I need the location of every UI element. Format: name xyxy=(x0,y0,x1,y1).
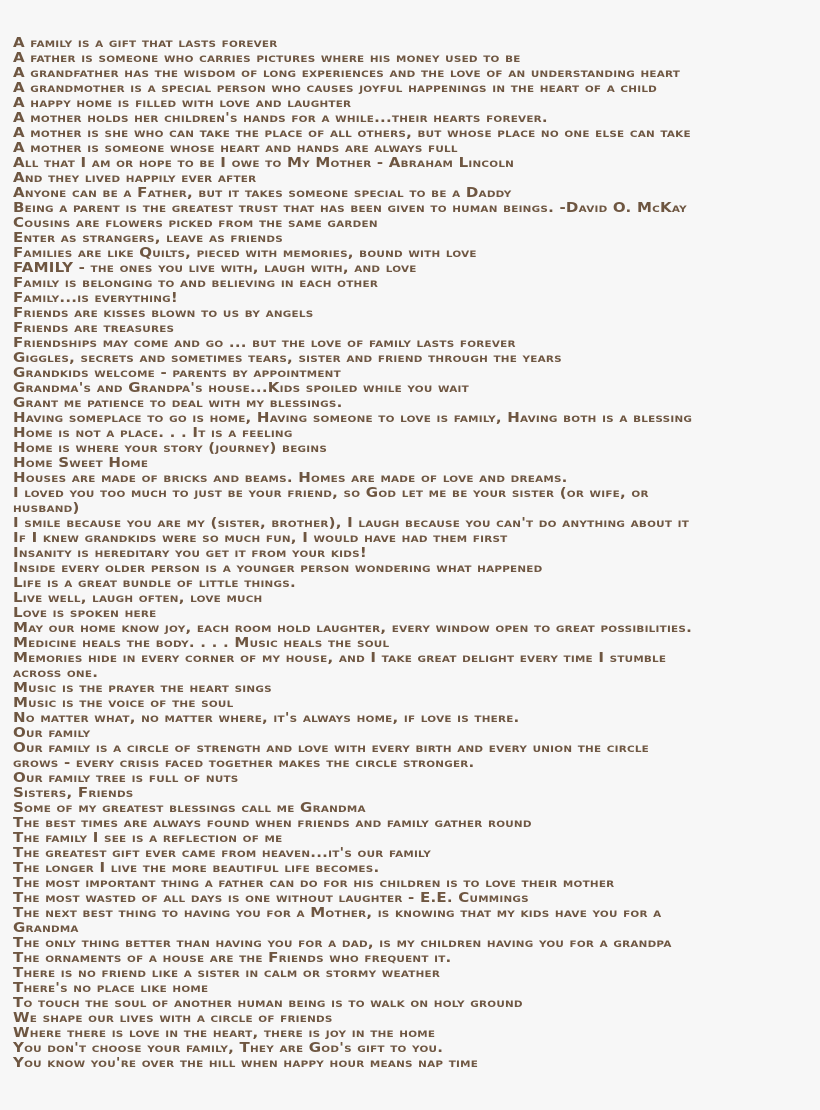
quote-line: The most important thing a father can do for his children is to love their mother xyxy=(13,876,615,891)
quote-line: Love is spoken here xyxy=(13,606,157,621)
quote-line: If I knew grandkids were so much fun, I would have had them first xyxy=(13,531,508,546)
quote-line: A mother is someone whose heart and hands are always full xyxy=(13,141,458,156)
quote-line: We shape our lives with a circle of friends xyxy=(13,1011,333,1026)
quote-line: Memories hide in every corner of my house, and I take great delight every time I stumble xyxy=(13,651,667,666)
quote-line: Grandma's and Grandpa's house...Kids spoiled while you wait xyxy=(13,381,469,396)
quote-line: Friends are kisses blown to us by angels xyxy=(13,306,314,321)
quote-line: The ornaments of a house are the Friends who frequent it. xyxy=(13,951,452,966)
quote-line: There is no friend like a sister in calm or stormy weather xyxy=(13,966,441,981)
quote-line: Home is where your story (journey) begins xyxy=(13,441,328,456)
quote-line: And they lived happily ever after xyxy=(13,171,257,186)
quote-line: A grandfather has the wisdom of long experiences and the love of an understanding heart xyxy=(13,66,681,81)
quote-line: There's no place like home xyxy=(13,981,209,996)
quote-line: Insanity is hereditary you get it from your kids! xyxy=(13,546,367,561)
quote-line: across one. xyxy=(13,666,99,681)
quote-line: Cousins are flowers picked from the same garden xyxy=(13,216,378,231)
quote-line: Families are like Quilts, pieced with memories, bound with love xyxy=(13,246,477,261)
quote-line: Our family xyxy=(13,726,91,741)
quote-line: Medicine heals the body. . . . Music heals the soul xyxy=(13,636,390,651)
quote-line: Our family is a circle of strength and love with every birth and every union the circle xyxy=(13,741,650,756)
quote-line: The greatest gift ever came from heaven...it's our family xyxy=(13,846,432,861)
quote-line: To touch the soul of another human being is to walk on holy ground xyxy=(13,996,523,1011)
quote-line: Some of my greatest blessings call me Grandma xyxy=(13,801,366,816)
quote-line: Being a parent is the greatest trust that has been given to human beings. -David O. McKay xyxy=(13,201,687,216)
quote-line: The next best thing to having you for a Mother, is knowing that my kids have you for a xyxy=(13,906,662,921)
quote-line: The family I see is a reflection of me xyxy=(13,831,283,846)
quote-line: Anyone can be a Father, but it takes someone special to be a Daddy xyxy=(13,186,512,201)
quote-line: Music is the voice of the soul xyxy=(13,696,234,711)
quote-line: The most wasted of all days is one without laughter - E.E. Cummings xyxy=(13,891,529,906)
quote-line: A family is a gift that lasts forever xyxy=(13,36,278,51)
quote-line: Our family tree is full of nuts xyxy=(13,771,239,786)
quote-line: I loved you too much to just be your friend, so God let me be your sister (or wife, or xyxy=(13,486,649,501)
quote-line: A happy home is filled with love and laughter xyxy=(13,96,352,111)
quote-line: Giggles, secrets and sometimes tears, sister and friend through the years xyxy=(13,351,562,366)
quote-line: The only thing better than having you for a dad, is my children having you for a grandpa xyxy=(13,936,672,951)
quote-line: grows - every crisis faced together makes the circle stronger. xyxy=(13,756,475,771)
quote-line: FAMILY - the ones you live with, laugh with, and love xyxy=(13,261,417,276)
quote-line: The longer I live the more beautiful life becomes. xyxy=(13,861,380,876)
quote-line: A father is someone who carries pictures where his money used to be xyxy=(13,51,521,66)
quote-line: Houses are made of bricks and beams. Homes are made of love and dreams. xyxy=(13,471,568,486)
quote-line: Having someplace to go is home, Having someone to love is family, Having both is a blessing xyxy=(13,411,693,426)
quote-line: I smile because you are my (sister, brother), I laugh because you can't do anything about it xyxy=(13,516,690,531)
quote-line: A mother is she who can take the place of all others, but whose place no one else can take xyxy=(13,126,691,141)
quote-line: husband) xyxy=(13,501,80,516)
quote-line: Live well, laugh often, love much xyxy=(13,591,263,606)
quote-line: Family...is everything! xyxy=(13,291,179,306)
quote-line: Music is the prayer the heart sings xyxy=(13,681,272,696)
quote-line: Family is belonging to and believing in each other xyxy=(13,276,379,291)
quote-line: Life is a great bundle of little things. xyxy=(13,576,296,591)
quote-line: The best times are always found when friends and family gather round xyxy=(13,816,532,831)
quote-line: A grandmother is a special person who causes joyful happenings in the heart of a child xyxy=(13,81,658,96)
quote-line: Friends are treasures xyxy=(13,321,175,336)
quote-line: Where there is love in the heart, there is joy in the home xyxy=(13,1026,436,1041)
quote-line: Grant me patience to deal with my blessings. xyxy=(13,396,343,411)
quote-line: A mother holds her children's hands for a while...their hearts forever. xyxy=(13,111,548,126)
quote-line: No matter what, no matter where, it's always home, if love is there. xyxy=(13,711,520,726)
quote-line: Inside every older person is a younger person wondering what happened xyxy=(13,561,543,576)
quote-line: You don't choose your family, They are God's gift to you. xyxy=(13,1041,444,1056)
quote-line: Home Sweet Home xyxy=(13,456,149,471)
quote-line: Grandma xyxy=(13,921,79,936)
quote-line: Sisters, Friends xyxy=(13,786,134,801)
quote-line: All that I am or hope to be I owe to My Mother - Abraham Lincoln xyxy=(13,156,515,171)
quote-line: You know you're over the hill when happy hour means nap time xyxy=(13,1056,479,1071)
quote-list xyxy=(13,36,820,1071)
quote-line: Grandkids welcome - parents by appointment xyxy=(13,366,341,381)
quote-line: Home is not a place. . . It is a feeling xyxy=(13,426,293,441)
quote-line: Enter as strangers, leave as friends xyxy=(13,231,283,246)
quote-line: May our home know joy, each room hold laughter, every window open to great possibilities. xyxy=(13,621,693,636)
quote-line: Friendships may come and go ... but the love of family lasts forever xyxy=(13,336,516,351)
